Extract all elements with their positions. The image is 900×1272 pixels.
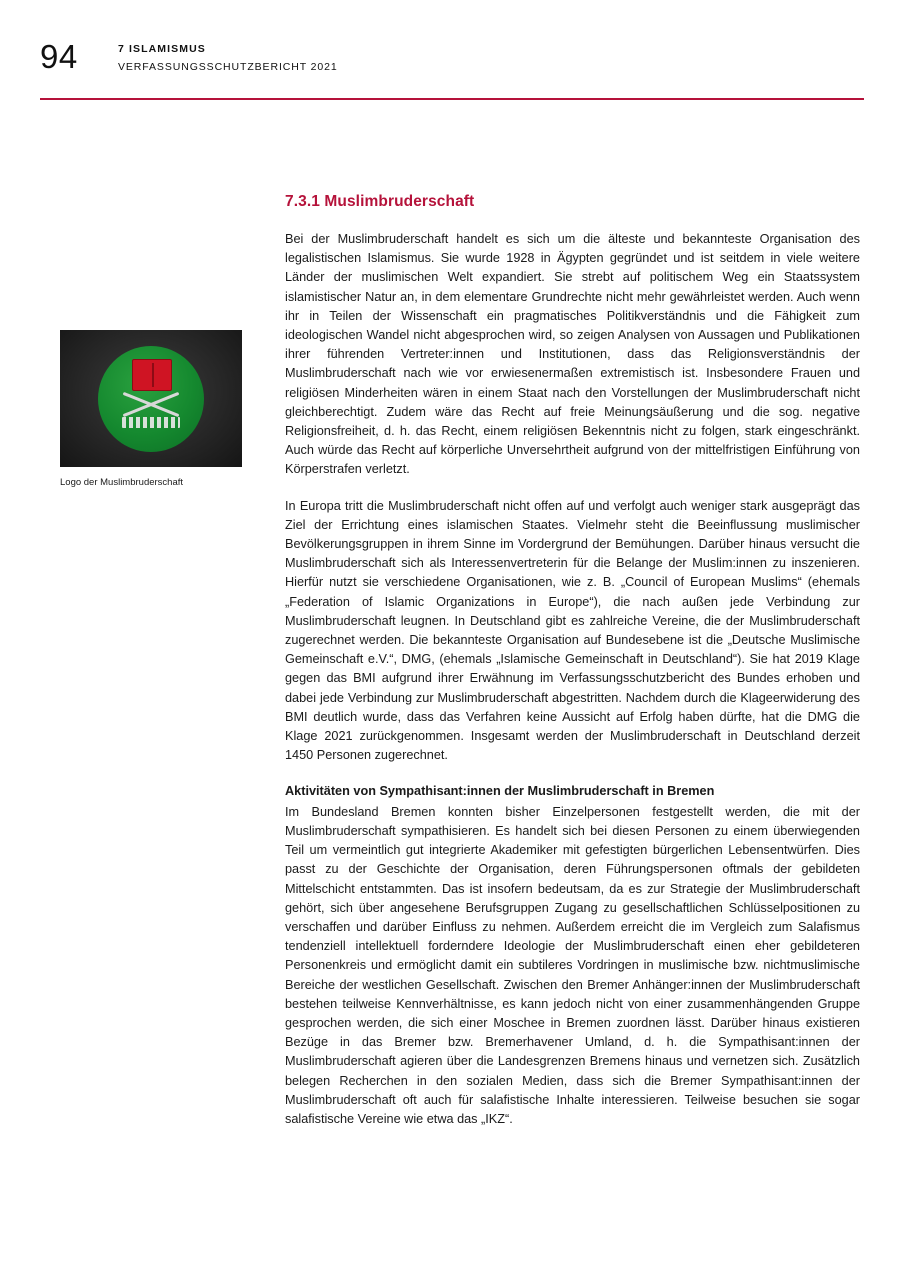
chapter-label: 7 ISLAMISMUS <box>118 43 206 55</box>
paragraph-2: In Europa tritt die Muslimbruderschaft nicht offen auf und verfolgt auch weniger stark ausgeprägt das Ziel der Errichtung eines islamischen Staates. Vielmehr steht die Beeinflussung muslimischer Bevölkerungsgruppen in ihrem Sinne im Vordergrund der Bemühungen. Darüber hinaus versucht die Muslimbruderschaft sich als Interessenvertreterin für die Belange der Muslim:innen zu inszenieren. Hierfür nutzt sie verschiedene Organisationen, wie z. B. „Council of European Muslims“ (ehemals „Federation of Islamic Organizations in Europe“), die nach außen jede Verbindung zur Muslimbruderschaft leugnen. In Deutschland gibt es zahlreiche Vereine, die der Muslimbruderschaft zugerechnet werden. Die bekannteste Organisation auf Bundesebene ist die „Deutsche Muslimische Gemeinschaft e.V.“, DMG, (ehemals „Islamische Gemeinschaft in Deutschland“). Sie hat 2019 Klage gegen das BMI aufgrund ihrer Erwähnung im Verfassungsschutzbericht des Bundes erhoben und dabei jede Verbindung zur Muslimbruderschaft abgestritten. Nachdem durch die Klageerwiderung des BMI deutlich wurde, dass das Verfahren keine Aussicht auf Erfolg haben dürfte, hat die DMG die Klage 2021 zurückgenommen. Insgesamt werden der Muslimbruderschaft in Deutschland derzeit 1450 Personen zugerechnet. <box>285 498 860 763</box>
main-text-column <box>285 193 860 1129</box>
figure-muslim-brotherhood-logo <box>60 330 242 489</box>
quran-book-icon <box>132 359 172 391</box>
figure-caption: Logo der Muslimbruderschaft <box>60 477 184 488</box>
paragraph-1: Bei der Muslimbruderschaft handelt es sich um die älteste und bekannteste Organisation des legalistischen Islamismus. Sie wurde 1928 in Ägypten gegründet und ist seitdem in viele weitere Länder der muslimischen Welt expandiert. Sie strebt auf politischem Weg ein Staatssystem islamistischer Natur an, in dem elementare Grundrechte nicht mehr gewährleistet werden. Auch wenn ihr in Teilen der Wissenschaft ein pragmatisches Politikverständnis und die Fähigkeit zum ideologischen Wandel nicht abgesprochen wird, so zeigen Analysen von Aussagen und Publikationen ihrer führenden Vertreter:innen und Institutionen, dass das Religionsverständnis der Muslimbruderschaft nach wie vor erwiesenermaßen extremistisch ist. Insbesondere Frauen und religiösen Minderheiten wären in einem Staat nach den Vorstellungen der Muslimbruderschaft nicht gleichberechtigt. Zudem wäre das Recht auf freie Meinungsäußerung und die sog. negative Religionsfreiheit, d. h. das Recht, einem religiösen Bekenntnis nicht zu folgen, stark eingeschränkt. Auch würde das Recht auf körperliche Unversehrtheit aufgrund von der mittelfristigen Einführung von Körperstrafen verletzt. <box>285 232 860 477</box>
sub-heading: Aktivitäten von Sympathisant:innen der Muslimbruderschaft in Bremen <box>285 784 715 799</box>
logo-image <box>60 330 242 467</box>
arabic-script-mark <box>122 417 180 428</box>
header-titles <box>118 42 338 75</box>
page-header <box>40 38 860 98</box>
paragraph-3: Im Bundesland Bremen konnten bisher Einzelpersonen festgestellt werden, die mit der Muslimbruderschaft sympathisieren. Es handelt sich bei diesen Personen zu einem überwiegenden Teil um vermeintlich gut integrierte Akademiker mit gefestigten bürgerlichen Lebensentwürfen. Dies passt zu der Geschichte der Organisation, deren Führungspersonen oftmals der gebildeten Mittelschicht entstammten. Das ist insofern bedeutsam, da es zur Strategie der Muslimbruderschaft gehört, sich über angesehene Berufsgruppen Zugang zu gesellschaftlichen Schlüsselpositionen zu verschaffen und darüber Einfluss zu nehmen. Außerdem erreicht die im Vergleich zum Salafismus tendenziell intellektuell forderndere Ideologie der Muslimbruderschaft einen eher gebildeteren Personenkreis und ermöglicht damit ein subtileres Vordringen in muslimische bzw. nichtmuslimische Bereiche der westlichen Gesellschaft. Zwischen den Bremer Anhänger:innen der Muslimbruderschaft bestehen teilweise Kennverhältnisse, es kann jedoch nicht von einer zusammenhängenden Gruppe gesprochen werden, die sich einer Moschee in Bremen zuordnen lässt. Darüber hinaus existieren Bezüge in das Bremer bzw. Bremerhavener Umland, d. h. die Sympathisant:innen der Muslimbruderschaft agieren über die Landesgrenzen Bremens hinaus und vernetzen sich. Zusätzlich belegen Recherchen in den sozialen Medien, dass sich die Bremer Sympathisant:innen der Muslimbruderschaft oft auch für salafistische Inhalte interessieren. Teilweise besuchen sie sogar salafistische Vereine wie etwa das „IKZ“. <box>285 804 860 1126</box>
document-title: VERFASSUNGSSCHUTZBERICHT 2021 <box>118 61 338 73</box>
page-number: 94 <box>40 38 78 75</box>
section-heading: 7.3.1 Muslimbruderschaft <box>285 193 475 210</box>
header-divider <box>40 98 864 100</box>
